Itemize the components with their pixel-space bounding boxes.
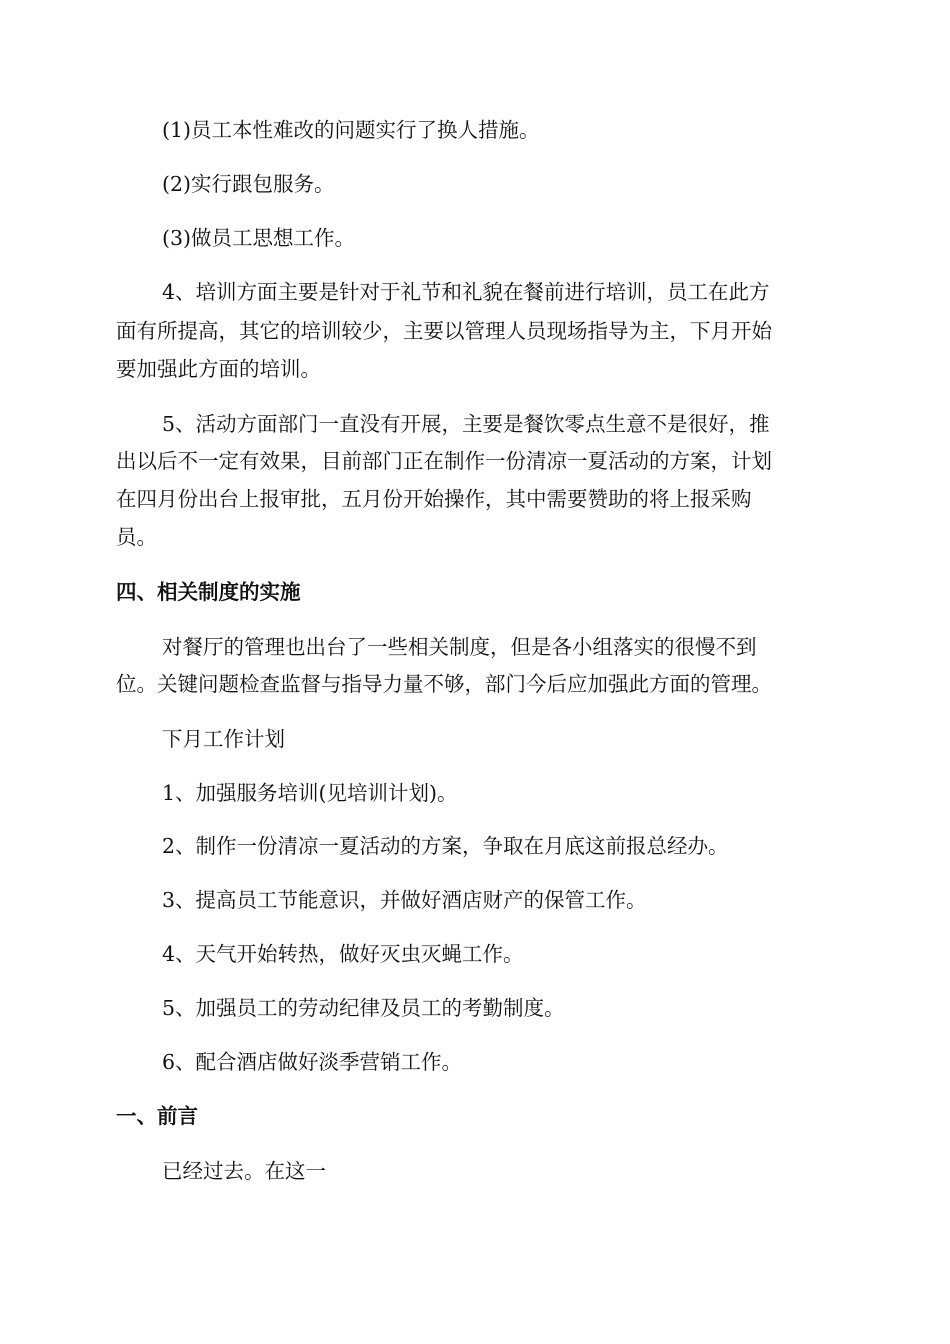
paragraph-4-line-2: 面有所提高，其它的培训较少，主要以管理人员现场指导为主，下月开始 — [116, 319, 772, 343]
section-heading-1: 一、前言 — [116, 1104, 198, 1128]
section-heading-4: 四、相关制度的实施 — [116, 580, 301, 604]
list-item-3: (3)做员工思想工作。 — [162, 226, 356, 250]
plan-item-3: 3、提高员工节能意识，并做好酒店财产的保管工作。 — [162, 888, 647, 912]
plan-item-5: 5、加强员工的劳动纪律及员工的考勤制度。 — [162, 996, 565, 1020]
plan-item-2: 2、制作一份清凉一夏活动的方案，争取在月底这前报总经办。 — [162, 834, 729, 858]
plan-item-6: 6、配合酒店做好淡季营销工作。 — [162, 1050, 463, 1074]
paragraph-system-line-2: 位。关键问题检查监督与指导力量不够，部门今后应加强此方面的管理。 — [116, 672, 772, 696]
paragraph-intro: 已经过去。在这一 — [162, 1159, 326, 1183]
paragraph-5-line-1: 5、活动方面部门一直没有开展，主要是餐饮零点生意不是很好，推 — [162, 412, 770, 436]
paragraph-4-line-1: 4、培训方面主要是针对于礼节和礼貌在餐前进行培训，员工在此方 — [162, 280, 770, 304]
list-item-2: (2)实行跟包服务。 — [162, 172, 335, 196]
plan-item-1: 1、加强服务培训(见培训计划)。 — [162, 781, 458, 805]
list-item-1: (1)员工本性难改的问题实行了换人措施。 — [162, 118, 540, 142]
plan-title: 下月工作计划 — [162, 727, 285, 751]
paragraph-5-line-2: 出以后不一定有效果，目前部门正在制作一份清凉一夏活动的方案，计划 — [116, 449, 772, 473]
plan-item-4: 4、天气开始转热，做好灭虫灭蝇工作。 — [162, 942, 524, 966]
paragraph-4-line-3: 要加强此方面的培训。 — [116, 357, 321, 381]
paragraph-5-line-4: 员。 — [116, 525, 157, 549]
paragraph-5-line-3: 在四月份出台上报审批，五月份开始操作，其中需要赞助的将上报采购 — [116, 487, 752, 511]
paragraph-system-line-1: 对餐厅的管理也出台了一些相关制度，但是各小组落实的很慢不到 — [162, 635, 757, 659]
